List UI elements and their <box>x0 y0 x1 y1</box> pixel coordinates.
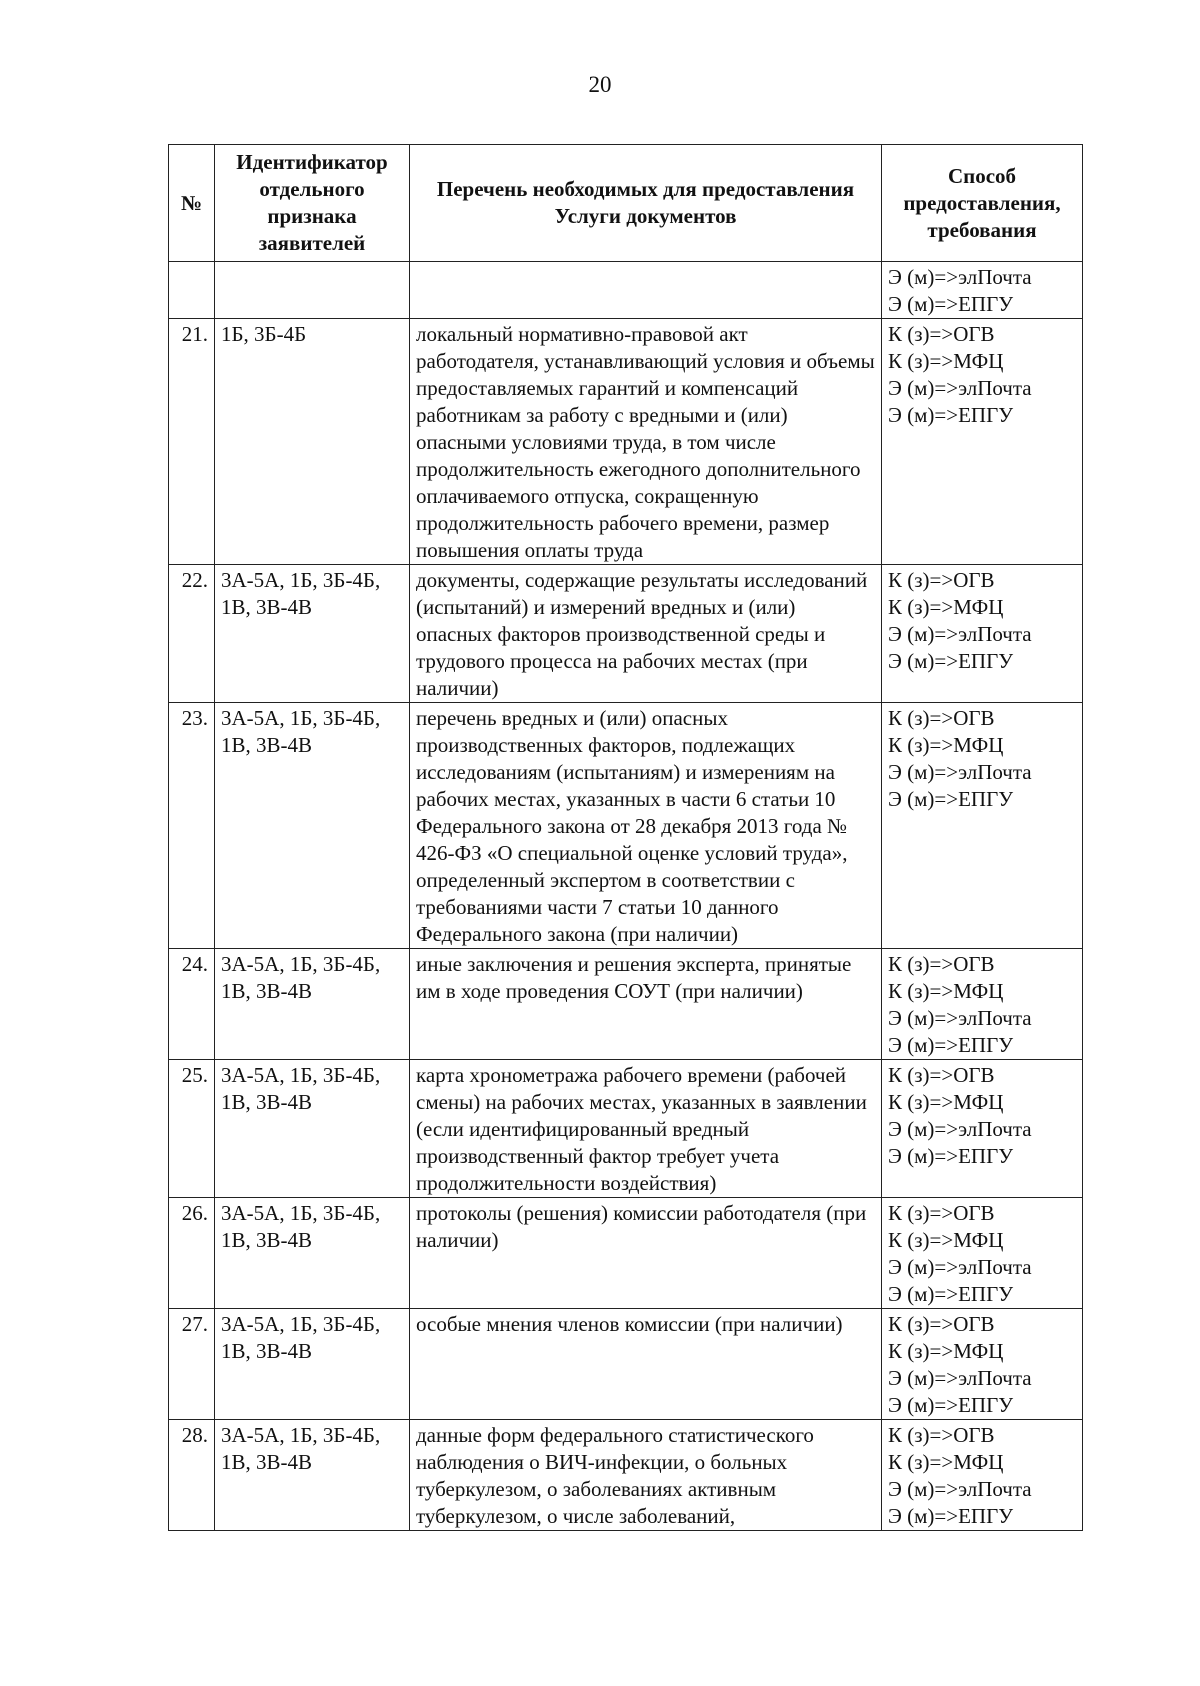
method-line: К (з)=>МФЦ <box>888 1339 1004 1363</box>
method-line: Э (м)=>ЕПГУ <box>888 1504 1014 1528</box>
row-identifier: 1Б, 3Б-4Б <box>215 319 410 565</box>
table-row-continuation <box>169 262 1083 319</box>
method-line: К (з)=>ОГВ <box>888 568 995 592</box>
page-number: 20 <box>588 72 612 97</box>
table-row <box>169 565 1083 703</box>
row-document: перечень вредных и (или) опасных производственных факторов, подлежащих исследованиям (испытаниям) и измерениям на рабочих местах, указанных в части 6 статьи 10 Федерального закона от 28 декабря 2013 года № 426-ФЗ «О специальной оценке условий труда», определенный экспертом в соответствии с требованиями части 7 статьи 10 данного Федерального закона (при наличии) <box>410 703 882 949</box>
method-line: К (з)=>ОГВ <box>888 706 995 730</box>
row-document <box>410 262 882 319</box>
method-line: К (з)=>ОГВ <box>888 952 995 976</box>
row-num: 26. <box>169 1198 215 1309</box>
method-line: Э (м)=>ЕПГУ <box>888 1144 1014 1168</box>
row-methods <box>882 1309 1083 1420</box>
row-document: особые мнения членов комиссии (при наличии) <box>410 1309 882 1420</box>
table-row <box>169 949 1083 1060</box>
method-line: К (з)=>МФЦ <box>888 349 1004 373</box>
row-num: 23. <box>169 703 215 949</box>
method-line: Э (м)=>элПочта <box>888 376 1032 400</box>
row-methods <box>882 1420 1083 1531</box>
header-num: № <box>169 145 215 262</box>
method-line: К (з)=>МФЦ <box>888 733 1004 757</box>
method-line: К (з)=>МФЦ <box>888 595 1004 619</box>
method-line: Э (м)=>элПочта <box>888 760 1032 784</box>
method-line: К (з)=>ОГВ <box>888 1063 995 1087</box>
row-identifier: 3А-5А, 1Б, 3Б-4Б, 1В, 3В-4В <box>215 703 410 949</box>
header-method: Способ предоставления, требования <box>882 145 1083 262</box>
row-document: документы, содержащие результаты исследований (испытаний) и измерений вредных и (или) опасных факторов производственной среды и трудового процесса на рабочих местах (при наличии) <box>410 565 882 703</box>
row-document: данные форм федерального статистического наблюдения о ВИЧ-инфекции, о больных туберкулезом, о заболеваниях активным туберкулезом, о числе заболеваний, <box>410 1420 882 1531</box>
method-line: К (з)=>ОГВ <box>888 1423 995 1447</box>
row-methods <box>882 1060 1083 1198</box>
row-num: 24. <box>169 949 215 1060</box>
row-identifier: 3А-5А, 1Б, 3Б-4Б, 1В, 3В-4В <box>215 1198 410 1309</box>
method-line: К (з)=>МФЦ <box>888 1090 1004 1114</box>
method-line: Э (м)=>ЕПГУ <box>888 1033 1014 1057</box>
row-methods <box>882 703 1083 949</box>
row-identifier: 3А-5А, 1Б, 3Б-4Б, 1В, 3В-4В <box>215 1060 410 1198</box>
row-num: 25. <box>169 1060 215 1198</box>
method-line: Э (м)=>элПочта <box>888 1255 1032 1279</box>
table-row <box>169 1309 1083 1420</box>
method-line: К (з)=>ОГВ <box>888 1312 995 1336</box>
method-line: Э (м)=>ЕПГУ <box>888 403 1014 427</box>
row-document: протоколы (решения) комиссии работодателя (при наличии) <box>410 1198 882 1309</box>
method-line: Э (м)=>ЕПГУ <box>888 1282 1014 1306</box>
method-line: К (з)=>ОГВ <box>888 1201 995 1225</box>
row-identifier: 3А-5А, 1Б, 3Б-4Б, 1В, 3В-4В <box>215 565 410 703</box>
row-document: карта хронометража рабочего времени (рабочей смены) на рабочих местах, указанных в заявлении (если идентифицированный вредный производственный фактор требует учета продолжительности воздействия) <box>410 1060 882 1198</box>
method-line: К (з)=>ОГВ <box>888 322 995 346</box>
method-line: Э (м)=>ЕПГУ <box>888 787 1014 811</box>
row-methods <box>882 1198 1083 1309</box>
row-num <box>169 262 215 319</box>
method-line: Э (м)=>элПочта <box>888 1366 1032 1390</box>
header-identifier: Идентификатор отдельного признака заявителей <box>215 145 410 262</box>
method-line: Э (м)=>ЕПГУ <box>888 292 1014 316</box>
table-row <box>169 703 1083 949</box>
method-line: К (з)=>МФЦ <box>888 1228 1004 1252</box>
row-methods <box>882 262 1083 319</box>
row-identifier <box>215 262 410 319</box>
row-num: 21. <box>169 319 215 565</box>
table-row <box>169 1420 1083 1531</box>
table-row <box>169 1060 1083 1198</box>
row-methods <box>882 319 1083 565</box>
method-line: Э (м)=>элПочта <box>888 265 1032 289</box>
header-documents: Перечень необходимых для предоставления Услуги документов <box>410 145 882 262</box>
method-line: Э (м)=>элПочта <box>888 622 1032 646</box>
table-header <box>169 145 1083 262</box>
row-identifier: 3А-5А, 1Б, 3Б-4Б, 1В, 3В-4В <box>215 949 410 1060</box>
method-line: Э (м)=>ЕПГУ <box>888 649 1014 673</box>
row-methods <box>882 565 1083 703</box>
row-num: 28. <box>169 1420 215 1531</box>
method-line: Э (м)=>элПочта <box>888 1477 1032 1501</box>
method-line: Э (м)=>элПочта <box>888 1117 1032 1141</box>
documents-table <box>168 144 1083 1531</box>
method-line: Э (м)=>элПочта <box>888 1006 1032 1030</box>
row-document: иные заключения и решения эксперта, принятые им в ходе проведения СОУТ (при наличии) <box>410 949 882 1060</box>
row-methods <box>882 949 1083 1060</box>
row-num: 27. <box>169 1309 215 1420</box>
row-identifier: 3А-5А, 1Б, 3Б-4Б, 1В, 3В-4В <box>215 1309 410 1420</box>
table-row <box>169 319 1083 565</box>
row-document: локальный нормативно-правовой акт работодателя, устанавливающий условия и объемы предоставляемых гарантий и компенсаций работникам за работу с вредными и (или) опасными условиями труда, в том числе продолжительность ежегодного дополнительного оплачиваемого отпуска, сокращенную продолжительность рабочего времени, размер повышения оплаты труда <box>410 319 882 565</box>
table-row <box>169 1198 1083 1309</box>
row-identifier: 3А-5А, 1Б, 3Б-4Б, 1В, 3В-4В <box>215 1420 410 1531</box>
method-line: Э (м)=>ЕПГУ <box>888 1393 1014 1417</box>
method-line: К (з)=>МФЦ <box>888 979 1004 1003</box>
row-num: 22. <box>169 565 215 703</box>
method-line: К (з)=>МФЦ <box>888 1450 1004 1474</box>
